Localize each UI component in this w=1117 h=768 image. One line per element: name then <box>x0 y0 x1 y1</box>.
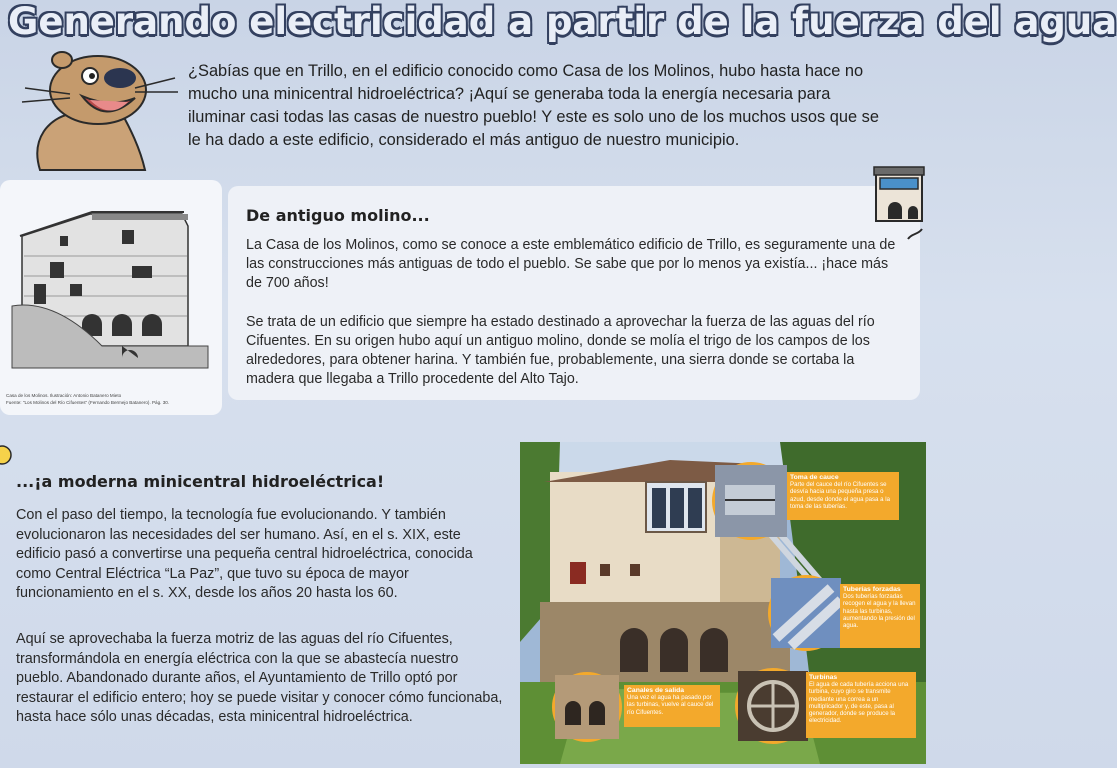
mill-building-drawing <box>12 196 208 368</box>
intro-paragraph: ¿Sabías que en Trillo, en el edificio conocido como Casa de los Molinos, hubo hasta hace no mucho una minicentral hidroeléctrica? ¡Aquí se generaba toda la energía necesaria para iluminar casi todas las casas de nuestro pueblo! Y este es solo uno de los muchos usos que se le ha dado a este edificio, considerado el más antiguo de nuestro municipio. <box>188 62 879 149</box>
illustration-caption <box>6 392 221 406</box>
label-penstocks-title: Tuberías forzadas <box>843 586 901 593</box>
intake-detail-photo <box>712 462 790 540</box>
outlet-channel-photo <box>552 672 622 742</box>
label-outlet-channels-title: Canales de salida <box>627 687 685 694</box>
section-old-mill-paragraph-1: La Casa de los Molinos, como se conoce a este emblemático edificio de Trillo, es seguramente una de las construcciones más antiguas de todo el pueblo. Se sabe que por lo menos ya existía... ¡hace más de 700 años! <box>246 237 896 291</box>
label-outlet-channels <box>624 685 720 727</box>
section-modern-plant-heading: ...¡a moderna minicentral hidroeléctrica! <box>16 472 385 491</box>
house-icon <box>868 163 926 243</box>
section-old-mill-paragraph-2: Se trata de un edificio que siempre ha estado destinado a aprovechar la fuerza de las aguas del río Cifuentes. En su origen hubo aquí un antiguo molino, donde se molía el trigo de los campos de los alrededores, para obtener harina. Y también fue, probablemente, una sierra donde se cortaba la madera que llegaba a Trillo procedente del Alto Tajo. <box>246 314 875 387</box>
turbine-detail-photo <box>735 668 811 744</box>
penstock-pipes-photo <box>768 575 844 651</box>
section-modern-plant-paragraph-1: Con el paso del tiempo, la tecnología fue evolucionando. Y también evolucionaron las necesidades del ser humano. Así, en el s. XIX, este edificio pasó a convertirse una pequeña central hidroeléctrica, conocida como Central Eléctrica “La Paz”, que tuvo su época de mayor funcionamiento en el s. XX, desde los años 20 hasta los 60. <box>16 507 473 601</box>
section-old-mill-heading: De antiguo molino... <box>246 206 430 225</box>
otter-mascot-illustration <box>10 48 180 170</box>
label-turbines <box>806 672 916 738</box>
label-intake-text: Parte del cauce del río Cifuentes se desvía hacia una pequeña presa o azud, desde donde el agua pasa a la toma de las tuberías. <box>790 481 890 510</box>
label-penstocks <box>840 584 920 648</box>
label-outlet-channels-text: Una vez el agua ha pasado por las turbinas, vuelve al cauce del río Cifuentes. <box>627 694 714 716</box>
label-intake-title: Toma de cauce <box>790 474 839 481</box>
board-title: Generando electricidad a partir de la fuerza del agua <box>8 0 1117 43</box>
caption-source: Fuente: "Los Molinos del Río Cifuentes" (Fernando Bermejo Batanero). Pág. 30. <box>6 400 170 405</box>
label-intake <box>787 472 899 520</box>
label-turbines-text: El agua de cada tubería acciona una turbina, cuyo giro se transmite mediante una correa a un multiplicador y, de este, pasa al generador, donde se produce la electricidad. <box>809 681 909 725</box>
section-modern-plant-paragraph-2: Aquí se aprovechaba la fuerza motriz de las aguas del río Cifuentes, transformándola en energía eléctrica con la que se abastecía nuestro pueblo. Abandonado durante años, el Ayuntamiento de Trillo optó por restaurar el edificio entero; hoy se puede visitar y conocer cómo funcionaba, hasta hace sólo unas décadas, esta minicentral hidroeléctrica. <box>16 631 503 725</box>
caption-credit: Casa de los Molinos. Ilustración: Antonio Batanero Mieto <box>6 393 122 398</box>
sun-icon <box>0 440 16 470</box>
label-penstocks-text: Dos tuberías forzadas recogen el agua y la llevan hasta las turbinas, aumentando la presión del agua. <box>843 593 916 630</box>
label-turbines-title: Turbinas <box>809 674 838 681</box>
